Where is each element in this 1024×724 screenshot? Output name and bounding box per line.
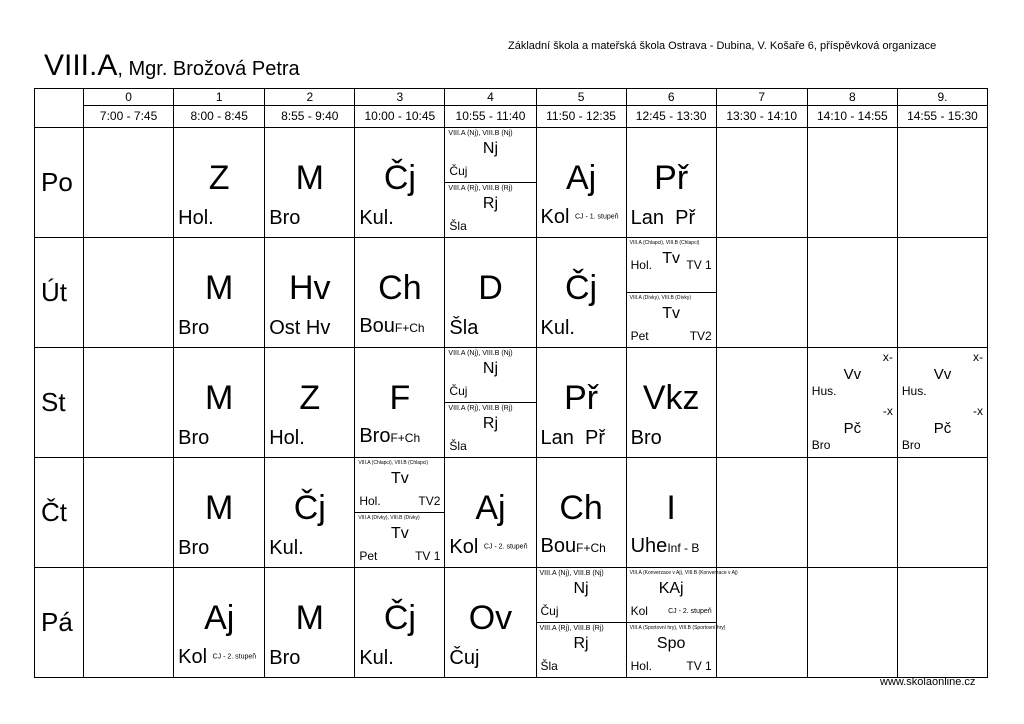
lesson-cell [265,568,355,678]
teacher: Kol [630,604,648,618]
teacher: Šla [449,439,467,453]
room: CJ - 1. stupeň [574,214,619,221]
lesson-empty [897,568,987,678]
lesson-empty [807,568,897,678]
subject: Hv [289,269,331,307]
period-number: 6 [626,89,716,106]
subject: Ov [468,599,513,637]
class-teacher: , Mgr. Brožová Petra [117,58,300,80]
subject: Pč [843,420,862,437]
teacher: Hol. [269,427,305,449]
subject: Rj [482,415,499,432]
period-number: 5 [536,89,626,106]
period-number: 0 [84,89,174,106]
room: TV2 [689,329,712,343]
teacher: Kol [178,646,208,669]
subject: Čj [293,489,326,527]
teacher: Kul. [269,537,304,559]
period-time: 8:00 - 8:45 [174,106,265,128]
teacher-room [541,427,606,449]
lesson-empty [897,128,987,238]
subject: M [205,379,234,417]
group-label: VIII.A (Sportovní hry), VIII.B (Sportovní hry) [629,625,726,631]
period-time: 12:45 - 13:30 [626,106,716,128]
teacher: Bro [901,438,921,452]
teacher: Šla [449,219,467,233]
room: Př [675,207,696,229]
teacher: Bro [811,438,831,452]
period-number: 1 [174,89,265,106]
lesson-split-cell [536,568,626,678]
alternation-mark: -x [973,404,983,418]
subject: Vv [933,366,952,383]
lesson-cell [536,458,626,568]
day-name: St [35,348,84,458]
subject: Tv [390,525,409,542]
teacher: Pet [359,549,378,563]
subject: D [478,269,503,307]
teacher: Uhe [630,535,668,557]
subject: Spo [656,635,686,652]
lesson-cell [536,348,626,458]
subject: Ch [559,489,603,527]
subject: Nj [573,580,589,597]
room: F+Ch [390,431,421,445]
period-time: 8:55 - 9:40 [265,106,355,128]
period-number: 8 [807,89,897,106]
room: TV 1 [415,549,441,563]
teacher: Hol. [630,258,652,272]
lesson-cell [445,238,536,348]
subject: Nj [482,360,499,377]
room: TV 1 [686,258,712,272]
lesson-empty [84,568,174,678]
period-number: 9. [897,89,987,106]
school-name: Základní škola a mateřská škola Ostrava - Dubina, V. Košaře 6, příspěvková organizace [508,40,937,52]
period-time: 14:55 - 15:30 [897,106,987,128]
teacher-room [359,425,420,449]
lesson-cell [626,348,716,458]
lesson-cell [174,128,265,238]
teacher-room [178,646,256,669]
teacher-room [269,317,330,339]
teacher: Lan [630,207,664,229]
group-label: VIII.A (Chlapci), VIII.B (Chlapci) [358,460,429,466]
subject: Rj [482,195,499,212]
day-row-pa [35,568,988,678]
day-name: Pá [35,568,84,678]
lesson-cell [355,348,445,458]
teacher: Šla [449,317,479,339]
lesson-cell [265,128,355,238]
lesson-cell [355,128,445,238]
lesson-cell [626,128,716,238]
subject: Př [564,379,599,417]
subject: Z [208,159,230,197]
teacher: Bro [269,647,301,669]
class-name: VIII.A [44,49,118,82]
lesson-cell [265,458,355,568]
subject: Nj [482,140,499,157]
subject: Aj [565,159,597,197]
day-row-st [35,348,988,458]
group-label: VIII.A (Chlapci), VIII.B (Chlapci) [629,240,700,246]
subject: I [666,489,676,527]
period-number: 2 [265,89,355,106]
period-time: 10:55 - 11:40 [445,106,536,128]
subject: Tv [390,470,409,487]
teacher: Bou [359,315,395,337]
day-name: Čt [35,458,84,568]
room: Inf - B [667,541,700,555]
room: F+Ch [394,321,425,335]
subject: Vv [843,366,862,383]
room: CJ - 2. stupeň [483,544,528,551]
lesson-cell [355,568,445,678]
teacher: Lan [540,427,574,449]
teacher: Hus. [811,384,837,398]
subject: M [205,269,234,307]
teacher-room [359,315,424,339]
subject: M [205,489,234,527]
lesson-split-cell [626,568,738,678]
lesson-split-cell [626,238,716,348]
subject: M [295,159,324,197]
subject: Aj [475,489,506,527]
group-label: VIII.A (Dívky), VIII.B (Dívky) [358,515,420,521]
group-label: VIII.A (Nj), VIII.B (Nj) [539,570,604,577]
teacher: Pet [630,329,649,343]
lesson-empty [807,128,897,238]
day-name: Po [35,128,84,238]
subject: KAj [658,580,684,597]
teacher: Bou [540,535,577,557]
lesson-empty [897,238,987,348]
period-number: 3 [355,89,445,106]
class-title [44,50,300,85]
room: Př [585,427,606,449]
lesson-empty [84,128,174,238]
day-row-po [35,128,988,238]
period-time: 11:50 - 12:35 [536,106,626,128]
teacher-room [541,206,619,229]
lesson-cell [536,238,626,348]
teacher: Hol. [630,659,652,673]
teacher: Bro [269,207,301,229]
teacher: Kul. [359,647,394,669]
teacher: Bro [178,317,210,339]
lesson-cell [265,348,355,458]
lesson-split-cell [897,348,987,458]
teacher: Kol [449,536,479,559]
header-corner [35,89,84,128]
subject: M [295,599,324,637]
lesson-split-cell [445,128,536,238]
teacher: Čuj [449,384,468,398]
lesson-cell [536,128,626,238]
subject: Z [299,379,321,417]
subject: Rj [573,635,589,652]
group-label: VIII.A (Nj), VIII.B (Nj) [448,130,513,137]
teacher: Hol. [178,207,214,229]
alternation-mark: x- [973,350,983,364]
lesson-cell [174,348,265,458]
subject: Př [654,159,689,197]
subject: Ch [378,269,422,307]
subject: Aj [204,599,235,637]
teacher-room [631,535,700,559]
teacher: Kul. [540,317,575,339]
period-time: 7:00 - 7:45 [84,106,174,128]
period-time: 14:10 - 14:55 [807,106,897,128]
subject: Tv [662,250,681,267]
subject: Čj [383,159,416,197]
teacher: Šla [540,659,558,673]
group-label: VIII.A (Konverzace v Aj), VIII.B (Konverzace v Aj) [629,570,738,576]
lesson-cell [174,458,265,568]
room: CJ - 2. stupeň [212,654,257,661]
subject: Čj [565,269,598,307]
lesson-empty [807,238,897,348]
group-label: VIII.A (Dívky), VIII.B (Dívky) [629,295,692,301]
teacher: Čuj [449,164,468,178]
lesson-cell [355,238,445,348]
lesson-empty [716,238,807,348]
teacher: Bro [178,537,210,559]
timetable [34,88,988,678]
lesson-cell [445,568,536,678]
teacher-room [449,536,527,559]
lesson-cell [265,238,355,348]
day-row-ct [35,458,988,568]
subject: Tv [662,305,681,322]
lesson-empty [807,458,897,568]
subject: Čj [383,599,416,637]
teacher: Hol. [359,494,381,508]
period-time: 13:30 - 14:10 [716,106,807,128]
lesson-split-cell [355,458,445,568]
teacher: Bro [359,425,391,447]
period-number: 7 [716,89,807,106]
lesson-cell [174,238,265,348]
lesson-cell [626,458,716,568]
group-label: VIII.A (Rj), VIII.B (Rj) [448,405,513,412]
room: TV 1 [686,659,712,673]
lesson-empty [716,568,807,678]
room: TV2 [418,494,441,508]
group-label: VIII.A (Nj), VIII.B (Nj) [448,350,513,357]
lesson-split-cell [445,348,536,458]
period-number: 4 [445,89,536,106]
alternation-mark: x- [882,350,893,364]
room: Hv [305,317,331,339]
teacher: Hus. [901,384,927,398]
lesson-empty [716,348,807,458]
group-label: VIII.A (Rj), VIII.B (Rj) [539,625,604,632]
subject: Pč [933,420,952,437]
lesson-split-cell [807,348,897,458]
group-label: VIII.A (Rj), VIII.B (Rj) [448,185,513,192]
teacher: Čuj [449,647,480,669]
teacher-room [541,535,606,559]
teacher: Ost [269,317,301,339]
subject: F [389,379,411,417]
lesson-empty [84,238,174,348]
lesson-empty [716,128,807,238]
lesson-empty [84,348,174,458]
teacher-room [631,207,696,229]
period-time: 10:00 - 10:45 [355,106,445,128]
lesson-cell [174,568,265,678]
teacher: Kol [540,206,570,229]
lesson-cell [445,458,536,568]
teacher: Kul. [359,207,394,229]
subject: Vkz [642,379,700,417]
teacher: Bro [630,427,662,449]
room: CJ - 2. stupeň [668,608,712,615]
teacher: Čuj [540,604,559,618]
room: F+Ch [576,541,606,555]
lesson-empty [84,458,174,568]
day-name: Út [35,238,84,348]
teacher: Bro [178,427,210,449]
lesson-empty [716,458,807,568]
lesson-empty [897,458,987,568]
alternation-mark: -x [882,404,893,418]
day-row-ut [35,238,988,348]
footer-website: www.skolaonline.cz [880,676,976,688]
